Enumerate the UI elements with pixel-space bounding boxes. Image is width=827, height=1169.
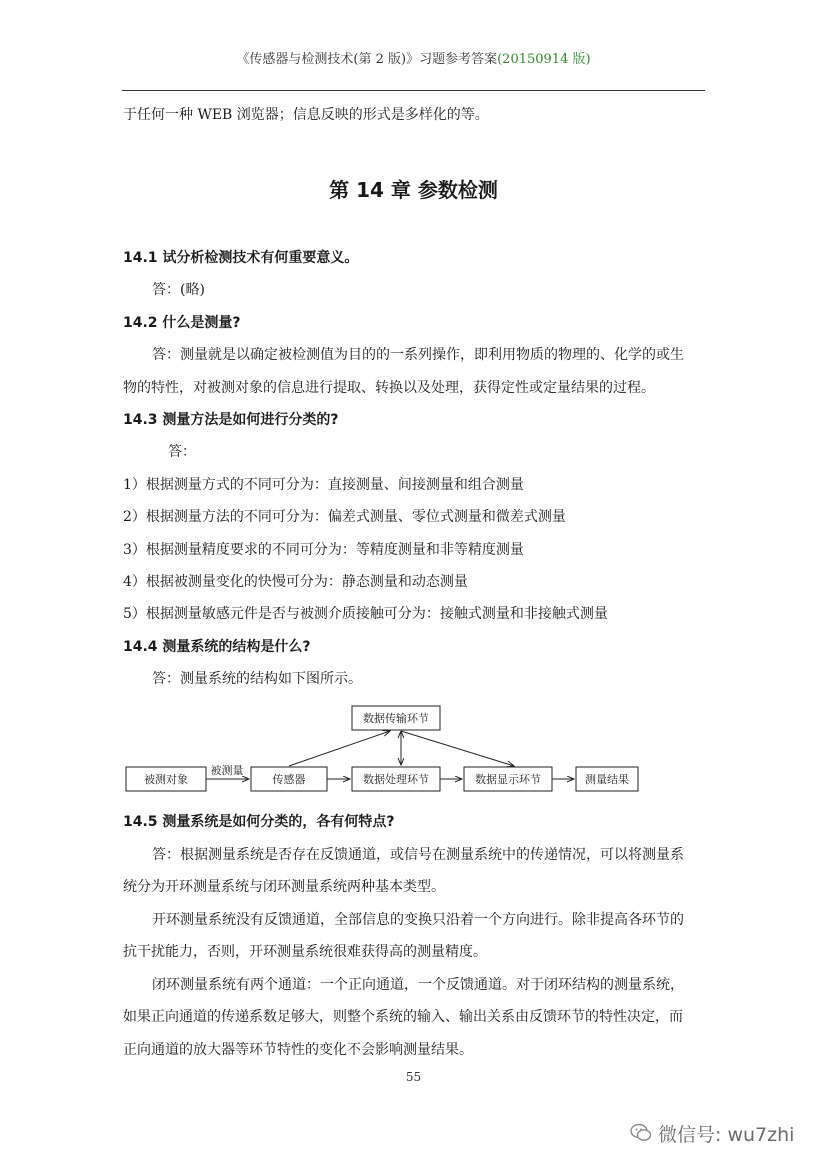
- label-processing: 数据处理环节: [363, 773, 429, 786]
- arrow-sensor-transmission: [289, 731, 390, 766]
- question-14-4: 14.4 测量系统的结构是什么?: [123, 639, 311, 655]
- label-object: 被测对象: [144, 773, 188, 786]
- answer-14-1: 答：(略): [152, 282, 205, 298]
- intro-line: 于任何一种 WEB 浏览器；信息反映的形式是多样化的等。: [123, 107, 489, 123]
- arrow-transmission-display: [401, 731, 514, 766]
- question-14-5: 14.5 测量系统是如何分类的，各有何特点?: [123, 814, 395, 830]
- answer-14-5-p3-line2: 如果正向通道的传递系数足够大，则整个系统的输入、输出关系由反馈环节的特性决定，而: [123, 1009, 683, 1025]
- question-14-2: 14.2 什么是测量?: [123, 315, 241, 331]
- label-measured: 被测量: [210, 764, 244, 777]
- answer-14-5-p3-line3: 正向通道的放大器等环节特性的变化不会影响测量结果。: [123, 1042, 473, 1058]
- answer-14-5-p1-line2: 统分为开环测量系统与闭环测量系统两种基本类型。: [123, 879, 445, 895]
- list-item: 4）根据被测量变化的快慢可分为：静态测量和动态测量: [123, 574, 468, 590]
- answer-14-3: 答：: [168, 444, 196, 460]
- answer-14-2-line1: 答：测量就是以确定被检测值为目的的一系列操作，即利用物质的物理的、化学的或生: [152, 347, 684, 363]
- header-rule: [122, 90, 705, 91]
- list-item: 3）根据测量精度要求的不同可分为：等精度测量和非等精度测量: [123, 542, 524, 558]
- answer-14-5-p2-line1: 开环测量系统没有反馈通道，全部信息的变换只沿着一个方向进行。除非提高各环节的: [152, 912, 684, 928]
- page-number: 55: [405, 1070, 422, 1084]
- label-display: 数据显示环节: [475, 773, 541, 786]
- answer-14-2-line2: 物的特性，对被测对象的信息进行提取、转换以及处理，获得定性或定量结果的过程。: [123, 380, 655, 396]
- label-transmission: 数据传输环节: [363, 712, 429, 725]
- question-14-3: 14.3 测量方法是如何进行分类的?: [123, 412, 339, 428]
- watermark-text: 微信号: wu7zhi: [658, 1124, 795, 1146]
- measurement-system-diagram: [120, 700, 650, 800]
- list-item: 5）根据测量敏感元件是否与被测介质接触可分为：接触式测量和非接触式测量: [123, 606, 608, 622]
- answer-14-5-p3-line1: 闭环测量系统有两个通道：一个正向通道，一个反馈通道。对于闭环结构的测量系统，: [152, 977, 684, 993]
- answer-14-5-p1-line1: 答：根据测量系统是否存在反馈通道，或信号在测量系统中的传递情况，可以将测量系: [152, 847, 684, 863]
- wechat-icon: [630, 1123, 652, 1148]
- question-14-1: 14.1 试分析检测技术有何重要意义。: [123, 250, 359, 266]
- wechat-watermark: [630, 1120, 794, 1148]
- page-header: [0, 48, 827, 67]
- chapter-title: 第 14 章 参数检测: [329, 178, 498, 202]
- label-result: 测量结果: [585, 773, 629, 786]
- label-sensor: 传感器: [272, 773, 306, 786]
- answer-14-4: 答：测量系统的结构如下图所示。: [152, 671, 362, 687]
- list-item: 2）根据测量方法的不同可分为：偏差式测量、零位式测量和微差式测量: [123, 509, 566, 525]
- header-title: 《传感器与检测技术(第 2 版)》习题参考答案: [236, 52, 498, 67]
- answer-14-5-p2-line2: 抗干扰能力，否则，开环测量系统很难获得高的测量精度。: [123, 944, 487, 960]
- list-item: 1）根据测量方式的不同可分为：直接测量、间接测量和组合测量: [123, 477, 524, 493]
- header-version: (20150914 版): [497, 52, 591, 67]
